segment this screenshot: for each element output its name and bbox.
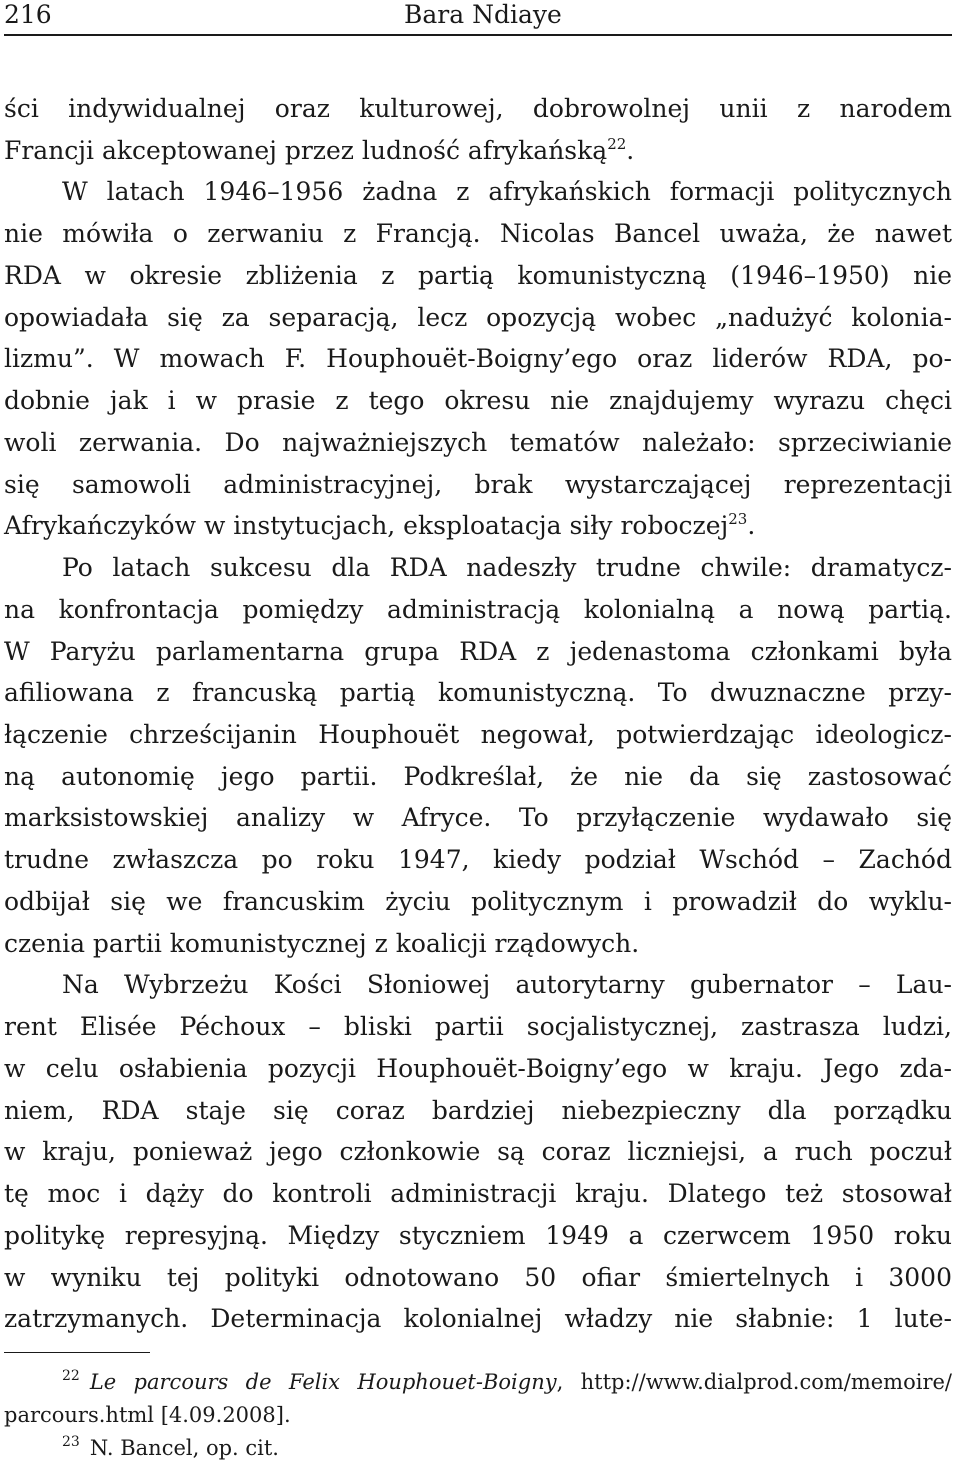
text-line: odbijał się we francuskim życiu politycznym i prowadził do wyklu-: [4, 886, 952, 916]
footnote-number: 22: [62, 1368, 80, 1384]
page-header: [4, 0, 954, 34]
text-line-content: Afrykańczyków w instytucjach, eksploatacja siły roboczej: [4, 511, 729, 541]
text-line: trudne zwłaszcza po roku 1947, kiedy podział Wschód – Zachód: [4, 845, 952, 875]
text-line: czenia partii komunistycznej z koalicji rządowych.: [4, 928, 640, 958]
text-line: lizmu”. W mowach F. Houphouët-Boigny’ego oraz liderów RDA, po-: [4, 344, 952, 374]
text-line: W Paryżu parlamentarna grupa RDA z jedenastoma członkami była: [4, 636, 952, 666]
text-line: nie mówiła o zerwaniu z Francją. Nicolas Bancel uważa, że nawet: [4, 219, 952, 249]
paragraph-first-line: Na Wybrzeżu Kości Słoniowej autorytarny gubernator – Lau-: [62, 970, 952, 1000]
text-line: [4, 130, 952, 172]
footnote-22-continued[interactable]: parcours.html [4.09.2008].: [4, 1403, 291, 1427]
text-line: ną autonomię jego partii. Podkreślał, że nie da się zastosować: [4, 761, 952, 791]
text-line-end: .: [747, 511, 756, 541]
text-line-content: Francji akceptowanej przez ludność afrykańską: [4, 135, 608, 165]
footnote-ref-22[interactable]: 22: [607, 134, 627, 153]
text-line: rent Elisée Péchoux – bliski partii socjalistycznej, zastrasza ludzi,: [4, 1012, 952, 1042]
text-line: w kraju, ponieważ jego członkowie są coraz liczniejsi, a ruch poczuł: [4, 1137, 952, 1167]
running-head-author: Bara Ndiaye: [404, 0, 562, 29]
text-line: tę moc i dąży do kontroli administracji kraju. Dlatego też stosował: [4, 1179, 952, 1209]
text-line: niem, RDA staje się coraz bardziej niebezpieczny dla porządku: [4, 1095, 952, 1125]
text-line: się samowoli administracyjnej, brak wystarczającej reprezentacji: [4, 469, 952, 499]
paragraph-first-line: W latach 1946–1956 żadna z afrykańskich formacji politycznych: [62, 177, 952, 207]
footnote-rule: [4, 1352, 150, 1353]
text-line: ści indywidualnej oraz kulturowej, dobrowolnej unii z narodem: [4, 94, 952, 123]
footnote-link[interactable]: , http://www.dialprod.com/memoire/: [556, 1370, 952, 1394]
footnote-text: N. Bancel, op. cit.: [89, 1436, 279, 1460]
text-line: w celu osłabienia pozycji Houphouët-Boigny’ego w kraju. Jego zda-: [4, 1053, 952, 1083]
paragraph-first-line: Po latach sukcesu dla RDA nadeszły trudne chwile: dramatycz-: [62, 553, 952, 583]
text-line: woli zerwania. Do najważniejszych tematów należało: sprzeciwianie: [4, 427, 952, 457]
text-line: dobnie jak i w prasie z tego okresu nie znajdujemy wyrazu chęci: [4, 386, 952, 416]
footnote-22: [4, 1366, 952, 1399]
text-line: marksistowskiej analizy w Afryce. To przyłączenie wydawało się: [4, 803, 952, 833]
footnote-23: [4, 1432, 952, 1465]
text-line: na konfrontacja pomiędzy administracją kolonialną a nową partią.: [4, 594, 952, 624]
page-number: 216: [4, 0, 52, 29]
text-line: RDA w okresie zbliżenia z partią komunistyczną (1946–1950) nie: [4, 260, 952, 290]
footnote-ref-23[interactable]: 23: [728, 510, 748, 529]
text-line: afiliowana z francuską partią komunistyczną. To dwuznaczne przy-: [4, 678, 952, 708]
footnote-number: 23: [62, 1434, 80, 1450]
footnotes: [4, 1366, 952, 1465]
text-line: politykę represyjną. Między styczniem 1949 a czerwcem 1950 roku: [4, 1220, 952, 1250]
text-line: opowiadała się za separacją, lecz opozycją wobec „nadużyć kolonia-: [4, 302, 952, 332]
text-line: łączenie chrześcijanin Houphouët negował, potwierdzając ideologicz-: [4, 720, 952, 750]
main-text: [4, 88, 952, 1340]
header-rule: [4, 34, 952, 36]
footnote-source-title: Le parcours de Felix Houphouet-Boigny: [89, 1370, 557, 1394]
text-line-end: .: [626, 135, 635, 165]
text-line: [4, 505, 952, 547]
text-line: w wyniku tej polityki odnotowano 50 ofiar śmiertelnych i 3000: [4, 1262, 952, 1292]
text-line: zatrzymanych. Determinacja kolonialnej władzy nie słabnie: 1 lute-: [4, 1304, 952, 1334]
